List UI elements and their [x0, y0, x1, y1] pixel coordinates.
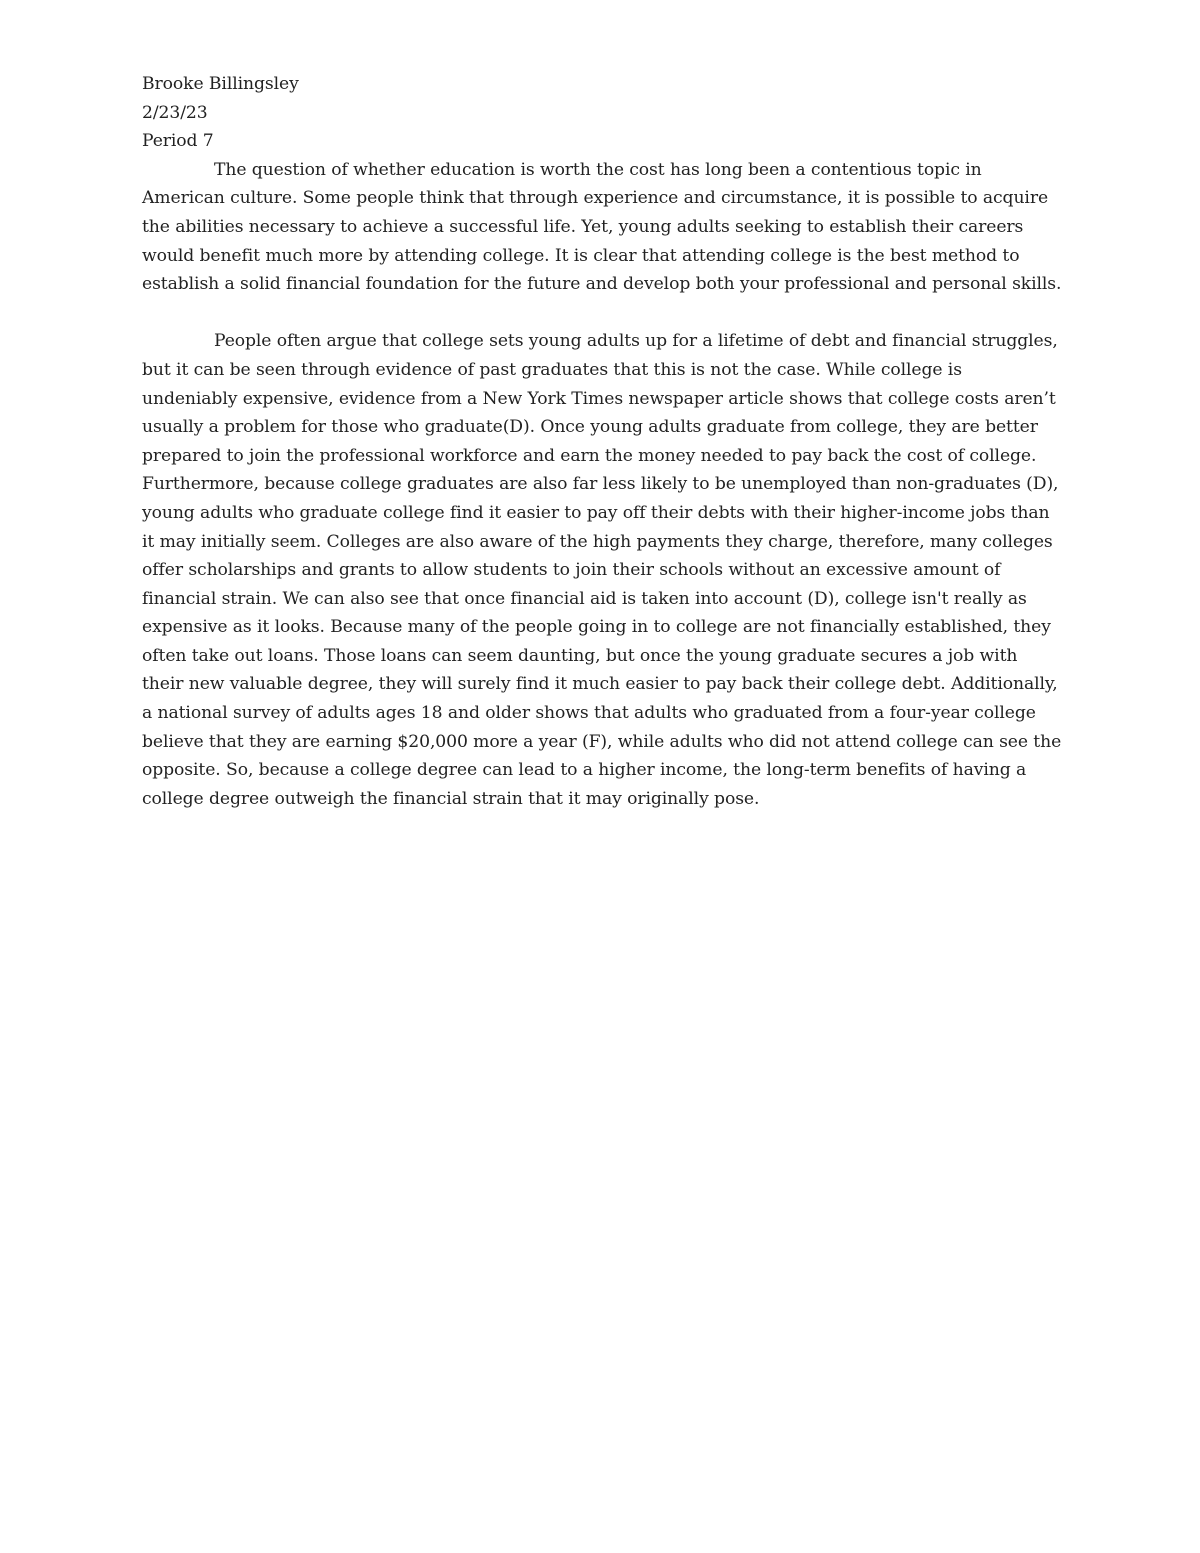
class-period: Period 7: [142, 131, 214, 152]
document-date: 2/23/23: [142, 102, 208, 123]
author-name: Brooke Billingsley: [142, 74, 299, 94]
paragraph-body: People often argue that college sets young adults up for a lifetime of debt and financial struggles, but it can be seen through evidence of past graduates that this is not the case. While college is undeniably expensive, evidence from a New York Times newspaper article shows that college costs aren’t usually a problem for those who graduate(D). Once young adults graduate from college, they are better prepared to join the professional workforce and earn the money needed to pay back the cost of college. Furthermore, because college graduates are also far less likely to be unemployed than non-graduates (D), young adults who graduate college find it easier to pay off their debts with their higher-income jobs than it may initially seem. Colleges are also aware of the high payments they charge, therefore, many colleges offer scholarships and grants to allow students to join their schools without an excessive amount of financial strain. We can also see that once financial aid is taken into account (D), college isn't really as expensive as it looks. Because many of the people going in to college are not financially established, they often take out loans. Those loans can seem daunting, but once the young graduate secures a job with their new valuable degree, they will surely find it much easier to pay back their college debt. Additionally, a national survey of adults ages 18 and older shows that adults who graduated from a four-year college believe that they are earning $20,000 more a year (F), while adults who did not attend college can see the opposite. So, because a college degree can lead to a higher income, the long-term benefits of having a college degree outweigh the financial strain that it may originally pose.: [142, 331, 1062, 809]
paragraph-introduction: The question of whether education is worth the cost has long been a contentious topic in American culture. Some people think that through experience and circumstance, it is possible to acquire the abilities necessary to achieve a successful life. Yet, young adults seeking to establish their careers would benefit much more by attending college. It is clear that attending college is the best method to establish a solid financial foundation for the future and develop both your professional and personal skills.: [142, 159, 1062, 295]
paragraph-spacer: [142, 299, 1062, 328]
document-body: [142, 70, 1062, 813]
